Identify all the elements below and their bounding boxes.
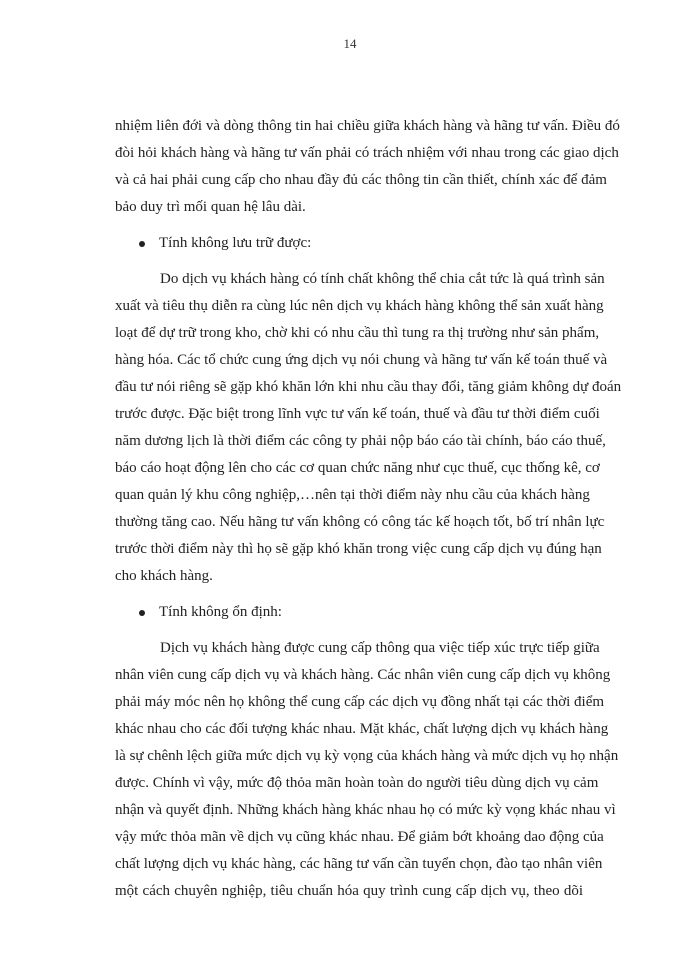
- text-line: phải máy móc nên họ không thể cung cấp các dịch vụ đồng nhất tại các thời điểm: [115, 694, 605, 710]
- text-line: thường tăng cao. Nếu hãng tư vấn không có công tác kế hoạch tốt, bố trí nhân lực: [115, 514, 605, 530]
- paragraph: [115, 113, 620, 221]
- bullet-heading: [115, 230, 583, 257]
- text-line: là sự chênh lệch giữa mức dịch vụ kỳ vọng của khách hàng và mức dịch vụ họ nhận: [115, 748, 619, 764]
- text-line: vậy mức thỏa mãn về dịch vụ cũng khác nhau. Để giảm bớt khoảng dao động của: [115, 829, 604, 845]
- text-line: đòi hỏi khách hàng và hãng tư vấn phải có trách nhiệm với nhau trong các giao dịch: [115, 145, 619, 161]
- text-line: trước thời điểm này thì họ sẽ gặp khó khăn trong việc cung cấp dịch vụ đúng hạn: [115, 541, 602, 557]
- text-line: nhận và quyết định. Những khách hàng khác nhau họ có mức kỳ vọng khác nhau vì: [115, 802, 616, 818]
- text-line: Do dịch vụ khách hàng có tính chất không thể chia cắt tức là quá trình sản: [160, 271, 605, 287]
- text-line: hàng hóa. Các tổ chức cung ứng dịch vụ nói chung và hãng tư vấn kế toán thuế và: [115, 352, 608, 368]
- bullet-heading-text: Tính không ổn định:: [159, 604, 282, 620]
- paragraph: [115, 635, 619, 905]
- paragraph: [115, 266, 622, 590]
- text-line: được. Chính vì vậy, mức độ thỏa mãn hoàn toàn do người tiêu dùng dịch vụ cảm: [115, 775, 599, 791]
- bullet-heading-text: Tính không lưu trữ được:: [159, 235, 312, 251]
- text-line: một cách chuyên nghiệp, tiêu chuẩn hóa quy trình cung cấp dịch vụ, theo dõi: [115, 883, 583, 899]
- text-line: đầu tư nói riêng sẽ gặp khó khăn lớn khi nhu cầu thay đổi, tăng giảm không dự đoán: [115, 379, 622, 395]
- bullet-icon: [139, 241, 145, 247]
- text-line: xuất và tiêu thụ diễn ra cùng lúc nên dịch vụ khách hàng không thể sản xuất hàng: [115, 298, 604, 314]
- text-line: loạt để dự trữ trong kho, chờ khi có nhu cầu thì tung ra thị trường như sản phẩm,: [115, 325, 600, 341]
- document-body: [115, 113, 622, 905]
- text-line: cho khách hàng.: [115, 568, 213, 584]
- bullet-icon: [139, 610, 145, 616]
- text-line: quan quản lý khu công nghiệp,…nên tại thời điểm này nhu cầu của khách hàng: [115, 487, 590, 503]
- page-number: 14: [343, 36, 357, 51]
- text-line: bảo duy trì mối quan hệ lâu dài.: [115, 199, 306, 215]
- text-line: khác nhau cho các đối tượng khác nhau. Mặt khác, chất lượng dịch vụ khách hàng: [115, 721, 609, 737]
- text-line: Dịch vụ khách hàng được cung cấp thông qua việc tiếp xúc trực tiếp giữa: [160, 640, 600, 656]
- text-line: năm dương lịch là thời điểm các công ty phải nộp báo cáo tài chính, báo cáo thuế,: [115, 433, 606, 449]
- bullet-heading: [115, 599, 583, 626]
- text-line: trước được. Đặc biệt trong lĩnh vực tư vấn kế toán, thuế và đầu tư thời điểm cuối: [115, 406, 600, 422]
- text-line: chất lượng dịch vụ khác hàng, các hãng tư vấn cần tuyển chọn, đào tạo nhân viên: [115, 856, 603, 872]
- text-line: nhân viên cung cấp dịch vụ và khách hàng. Các nhân viên cung cấp dịch vụ không: [115, 667, 611, 683]
- text-line: nhiệm liên đới và dòng thông tin hai chiều giữa khách hàng và hãng tư vấn. Điều đó: [115, 118, 620, 134]
- text-line: báo cáo hoạt động lên cho các cơ quan chức năng như cục thuế, cục thống kê, cơ: [115, 460, 600, 476]
- text-line: và cả hai phải cung cấp cho nhau đầy đủ các thông tin cần thiết, chính xác để đảm: [115, 172, 607, 188]
